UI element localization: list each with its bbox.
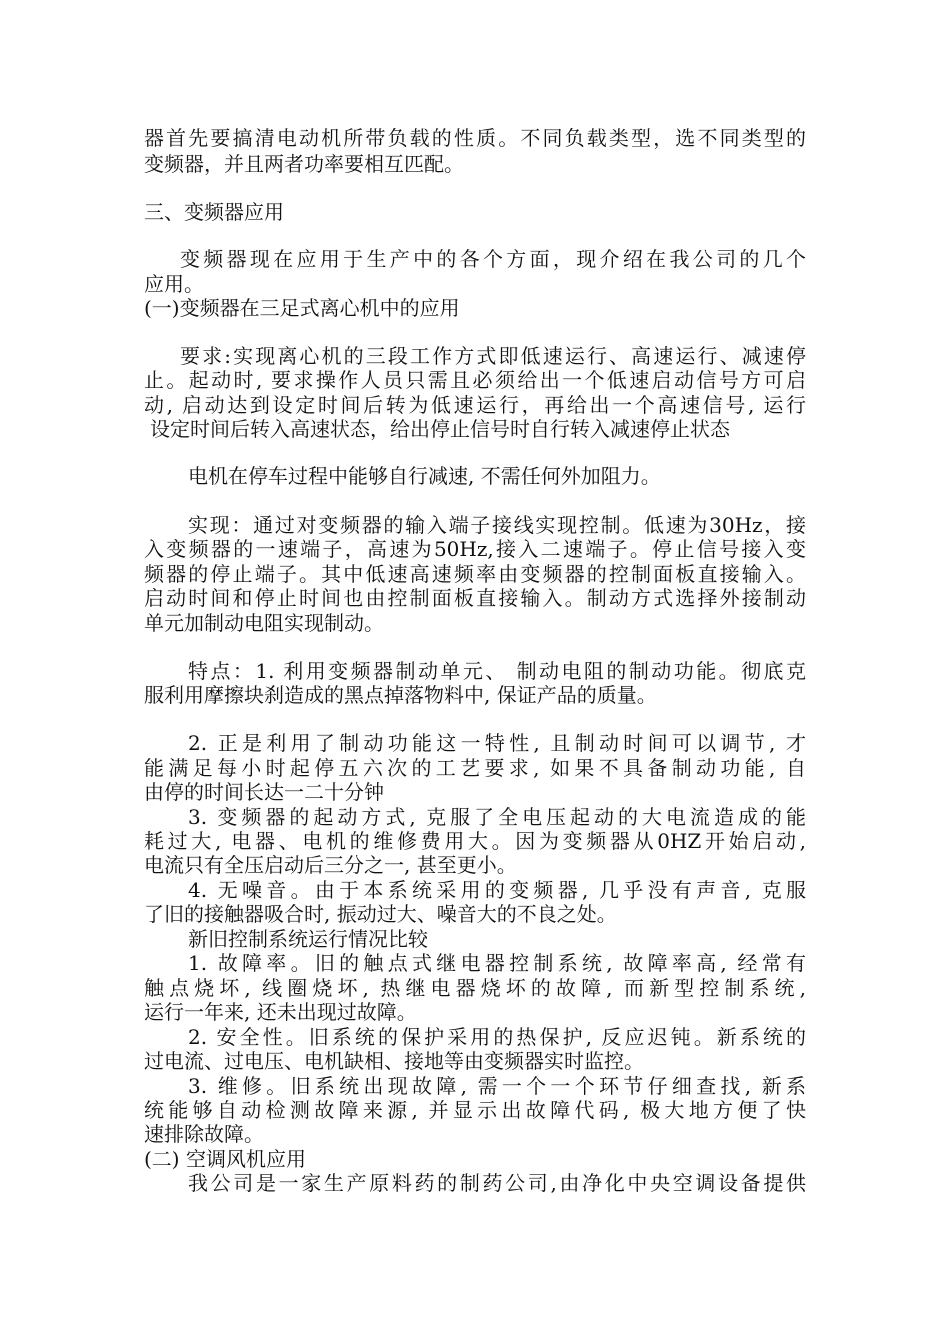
paragraph-line: 服利用摩擦块刹造成的黑点掉落物料中, 保证产品的质量。 (144, 683, 657, 707)
paragraph-line: 新旧控制系统运行情况比较 (188, 927, 428, 951)
paragraph-line: 单元加制动电阻实现制动。 (144, 611, 384, 635)
paragraph-line: 触点烧坏, 线圈烧坏, 热继电器烧坏的故障, 而新型控制系统, (144, 976, 806, 1000)
paragraph-line: 应用。 (144, 272, 204, 296)
section-heading: 三、变频器应用 (144, 200, 284, 224)
paragraph-line: 了旧的接触器吸合时, 振动过大、噪音大的不良之处。 (144, 902, 617, 926)
paragraph-line: 变频器现在应用于生产中的各个方面，现介绍在我公司的几个 (180, 247, 806, 271)
paragraph-line: 实现：通过对变频器的输入端子接线实现控制。低速为30Hz，接 (188, 513, 806, 537)
paragraph-line: 4. 无噪音。由于本系统采用的变频器, 几乎没有声音, 克服 (188, 878, 806, 902)
paragraph-line: 启动时间和停止时间也由控制面板直接输入。制动方式选择外接制动 (144, 586, 806, 610)
paragraph-line: 电流只有全压启动后三分之一, 甚至更小。 (144, 853, 517, 877)
paragraph-line: 要求:实现离心机的三段工作方式即低速运行、高速运行、减速停 (180, 344, 806, 368)
paragraph-line: 特点：1. 利用变频器制动单元、 制动电阻的制动功能。彻底克 (188, 659, 806, 683)
paragraph-line: 1. 故障率。旧的触点式继电器控制系统, 故障率高, 经常有 (188, 951, 806, 975)
paragraph-line: 变频器，并且两者功率要相互匹配。 (144, 152, 464, 176)
paragraph-line: 2. 正是利用了制动功能这一特性, 且制动时间可以调节, 才 (188, 731, 806, 755)
paragraph-line: 我公司是一家生产原料药的制药公司,由净化中央空调设备提供 (188, 1171, 806, 1195)
paragraph-line: 能满足每小时起停五六次的工艺要求, 如果不具备制动功能, 自 (144, 756, 806, 780)
subsection-heading: (一)变频器在三足式离心机中的应用 (144, 296, 460, 320)
paragraph-line: 3. 变频器的起动方式, 克服了全电压起动的大电流造成的能 (188, 805, 806, 829)
paragraph-line: 设定时间后转入高速状态，给出停止信号时自行转入减速停止状态 (150, 417, 730, 441)
paragraph-line: 3. 维修。旧系统出现故障, 需一个一个环节仔细查找, 新系 (188, 1074, 806, 1098)
paragraph-line: 频器的停止端子。其中低速高速频率由变频器的控制面板直接输入。 (144, 562, 806, 586)
paragraph-line: 耗过大, 电器、电机的维修费用大。因为变频器从0HZ开始启动, (144, 829, 806, 853)
paragraph-line: 电机在停车过程中能够自行减速, 不需任何外加阻力。 (188, 464, 661, 488)
paragraph-line: 由停的时间长达一二十分钟 (144, 780, 384, 804)
paragraph-line: 止。起动时, 要求操作人员只需且必须给出一个低速启动信号方可启 (144, 368, 806, 392)
paragraph-line: 器首先要搞清电动机所带负载的性质。不同负载类型，选不同类型的 (144, 126, 806, 150)
paragraph-line: 过电流、过电压、电机缺相、接地等由变频器实时监控。 (144, 1049, 644, 1073)
subsection-heading: (二) 空调风机应用 (144, 1147, 306, 1171)
paragraph-line: 入变频器的一速端子，高速为50Hz,接入二速端子。停止信号接入变 (144, 537, 806, 561)
paragraph-line: 统能够自动检测故障来源, 并显示出故障代码, 极大地方便了快 (144, 1098, 806, 1122)
paragraph-line: 2. 安全性。旧系统的保护采用的热保护, 反应迟钝。新系统的 (188, 1025, 806, 1049)
paragraph-line: 运行一年来, 还未出现过故障。 (144, 1000, 417, 1024)
paragraph-line: 动, 启动达到设定时间后转为低速运行，再给出一个高速信号, 运行 (144, 393, 806, 417)
paragraph-line: 速排除故障。 (144, 1122, 264, 1146)
